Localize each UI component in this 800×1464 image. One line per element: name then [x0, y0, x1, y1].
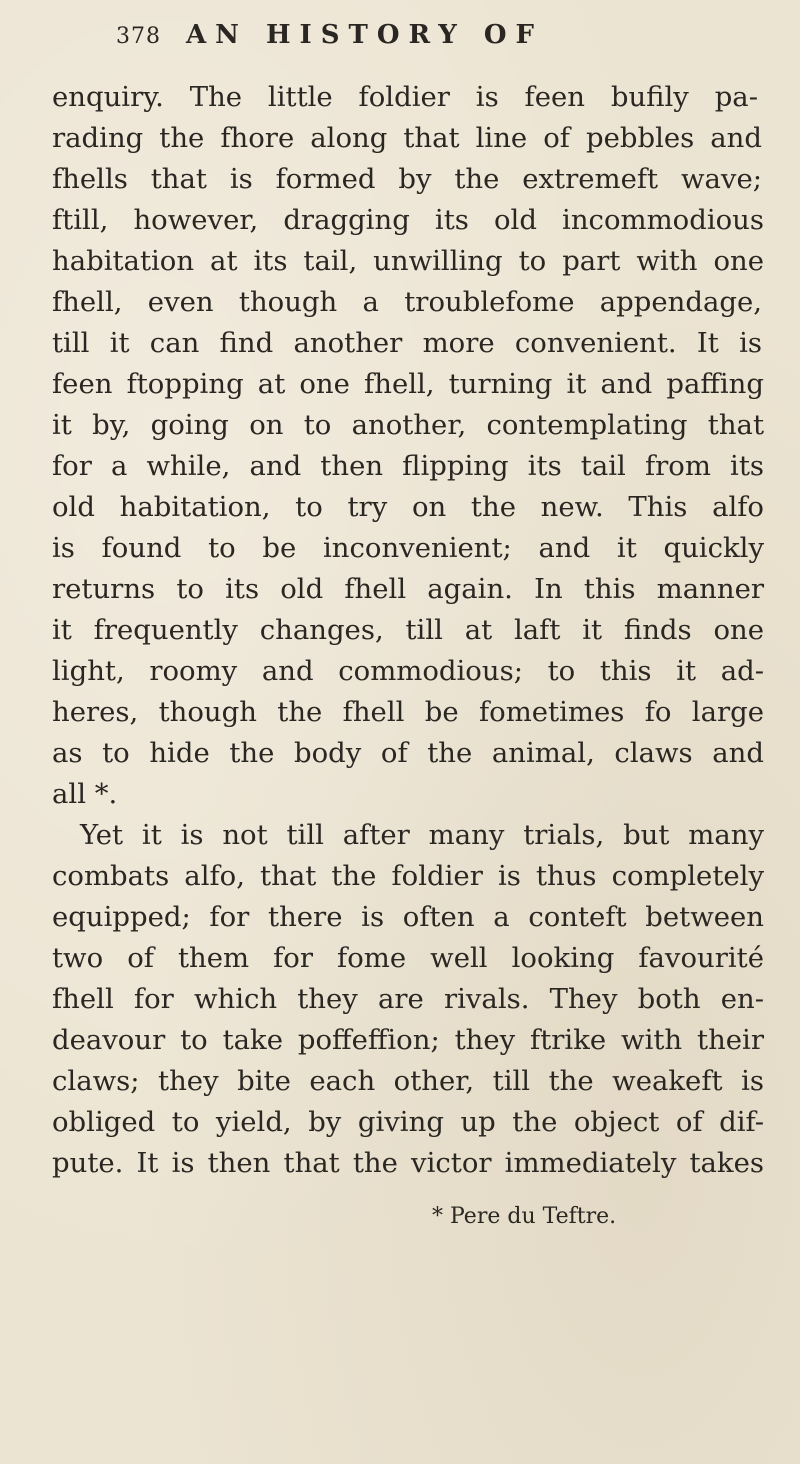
- text-line: Yet it is not till after many trials, but many: [80, 819, 764, 851]
- text-line: enquiry. The little foldier is feen bufily pa-: [52, 81, 758, 113]
- text-line: feen ftopping at one fhell, turning it and paffing: [52, 368, 764, 400]
- text-line: heres, though the fhell be fometimes fo large: [52, 696, 764, 728]
- text-line: as to hide the body of the animal, claws and: [52, 737, 764, 769]
- text-line: is found to be inconvenient; and it quickly: [52, 532, 764, 564]
- text-line: for a while, and then flipping its tail from its: [52, 450, 764, 482]
- text-line: light, roomy and commodious; to this it ad-: [52, 655, 764, 687]
- text-line: two of them for fome well looking favourité: [52, 942, 764, 974]
- text-line: it by, going on to another, contemplating that: [52, 409, 764, 441]
- text-line: habitation at its tail, unwilling to part with one: [52, 245, 764, 277]
- text-line: claws; they bite each other, till the weakeft is: [52, 1065, 764, 1097]
- text-line: it frequently changes, till at laft it finds one: [52, 614, 764, 646]
- text-line: fhell for which they are rivals. They both en-: [52, 983, 764, 1015]
- text-line: ftill, however, dragging its old incommodious: [52, 204, 764, 236]
- footnote: * Pere du Teftre.: [432, 1204, 617, 1229]
- text-line: combats alfo, that the foldier is thus completely: [52, 860, 764, 892]
- text-line: fhell, even though a troublefome appendage,: [52, 286, 762, 318]
- text-line: till it can find another more convenient. It is: [52, 327, 762, 359]
- running-head: AN HISTORY OF: [186, 20, 544, 50]
- text-line: pute. It is then that the victor immediately takes: [52, 1147, 764, 1179]
- page-number: 378: [116, 24, 161, 49]
- text-line: rading the fhore along that line of pebbles and: [52, 122, 762, 154]
- page-header: [116, 14, 756, 62]
- text-line: equipped; for there is often a conteft between: [52, 901, 764, 933]
- text-line: obliged to yield, by giving up the object of dif-: [52, 1106, 764, 1138]
- text-line: old habitation, to try on the new. This alfo: [52, 491, 764, 523]
- text-line: deavour to take poffeffion; they ftrike with their: [52, 1024, 764, 1056]
- text-line: fhells that is formed by the extremeft wave;: [52, 163, 762, 195]
- text-line: all *.: [52, 778, 118, 810]
- text-line: returns to its old fhell again. In this manner: [52, 573, 764, 605]
